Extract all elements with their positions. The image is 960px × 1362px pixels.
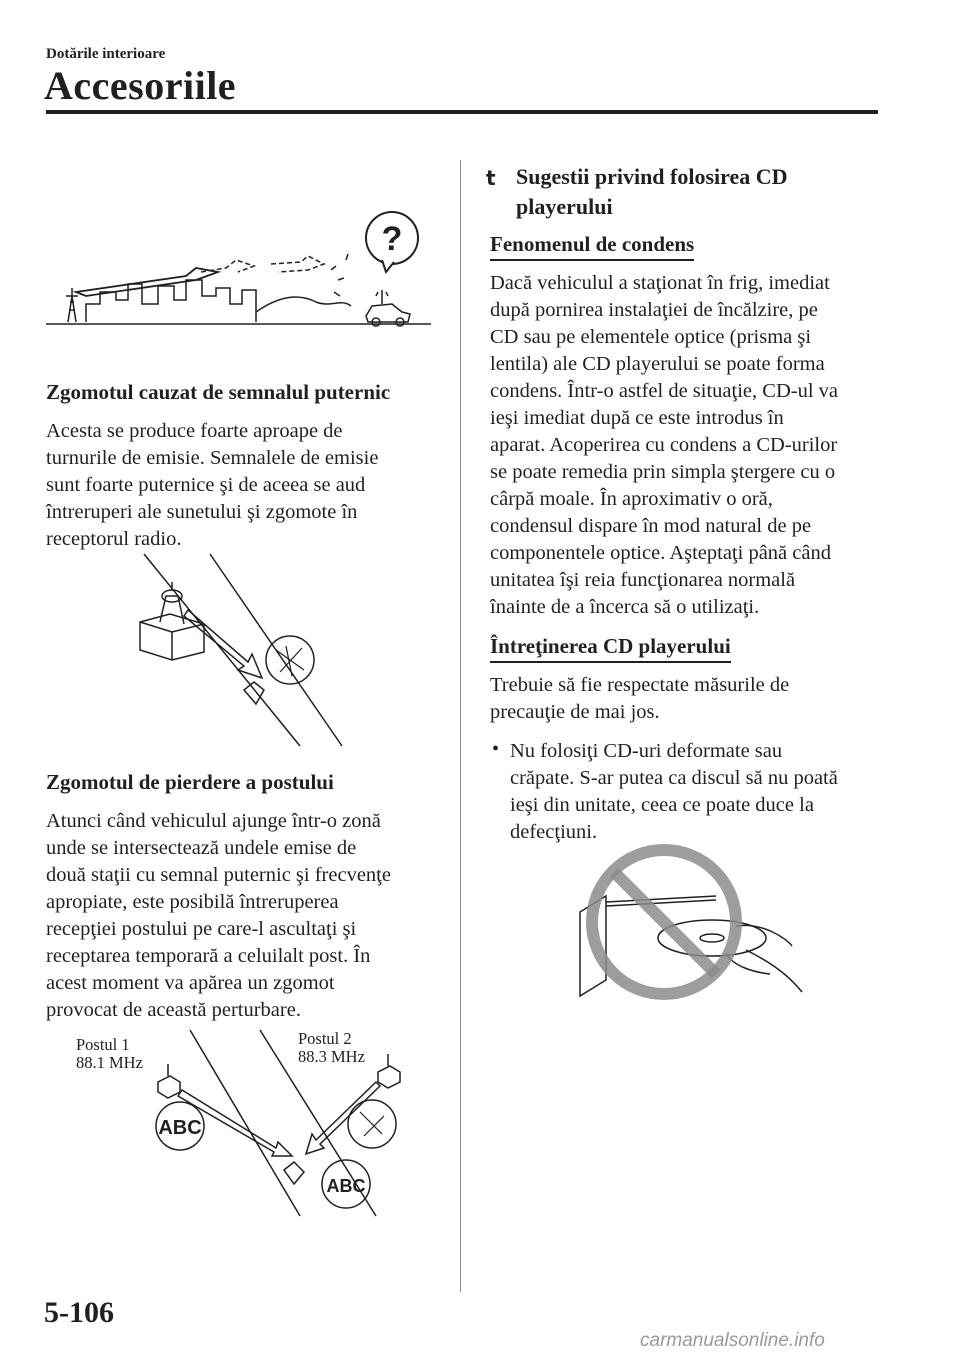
svg-text:?: ?	[381, 220, 403, 258]
tower-noise-illustration	[130, 550, 350, 750]
prohibited-cd-illustration	[576, 842, 806, 1002]
maintenance-heading: Întreţinerea CD playerului	[490, 634, 731, 663]
page-number: 5-106	[44, 1296, 114, 1329]
svg-text:ABC: ABC	[326, 1176, 366, 1196]
section-marker-icon: t	[486, 166, 496, 190]
station2-label: Postul 2 88.3 MHz	[298, 1029, 365, 1066]
condensation-text: Dacă vehiculul a staţionat în frig, imediat după pornirea instalaţiei de încălzire, pe CD sau pe elementele optice (prisma şi lentila) ale CD playerului se poate forma condens. Într-o astfel de situaţie, CD-ul va ieşi imediat după ce este introdus în aparat. Acoperirea cu condens a CD-urilor se poate remedia prin simpla ştergere cu o cârpă moale. În aproximativ o oră, condensul dispare în mod natural de pe componentele optice. Aşteptaţi până când unitatea îşi reia funcţionarea normală înainte de a încerca să o utilizaţi.	[490, 272, 838, 618]
header-divider	[46, 110, 878, 114]
column-divider	[460, 160, 461, 1292]
svg-text:ABC: ABC	[158, 1117, 202, 1139]
cd-tips-heading: Sugestii privind folosirea CD playerului	[516, 164, 788, 219]
strong-signal-text: Acesta se produce foarte aproape de turnurile de emisie. Semnalele de emisie sunt foarte puternice şi de aceea se aud întreruperi ale sunetului şi zgomote în receptorul radio.	[46, 420, 379, 550]
page-title: Accesoriile	[44, 63, 237, 108]
strong-signal-illustration	[46, 200, 431, 330]
station1-label: Postul 1 88.1 MHz	[76, 1035, 143, 1072]
station-loss-text: Atunci când vehiculul ajunge într-o zonă unde se intersectează undele emise de două staţii cu semnal puternic şi frecvenţe apropiate, este posibilă întreruperea recepţiei postului pe care-l ascultaţi şi receptarea temporară a celuilalt post. În acest moment va apărea un zgomot provocat de această perturbare.	[46, 810, 391, 1021]
two-stations-illustration	[150, 1020, 410, 1220]
condensation-heading: Fenomenul de condens	[490, 232, 694, 261]
maintenance-text: Trebuie să fie respectate măsurile de precauţie de mai jos.	[490, 674, 790, 723]
bullet-icon: •	[492, 738, 500, 760]
watermark: carmanualsonline.info	[640, 1330, 825, 1351]
station-loss-heading: Zgomotul de pierdere a postului	[46, 770, 334, 794]
bullet-text: Nu folosiţi CD-uri deformate sau crăpate. S-ar putea ca discul să nu poată ieşi din unitate, ceea ce poate duce la defecţiuni.	[510, 740, 838, 843]
section-label: Dotările interioare	[46, 46, 166, 62]
strong-signal-heading: Zgomotul cauzat de semnalul puternic	[46, 380, 391, 404]
